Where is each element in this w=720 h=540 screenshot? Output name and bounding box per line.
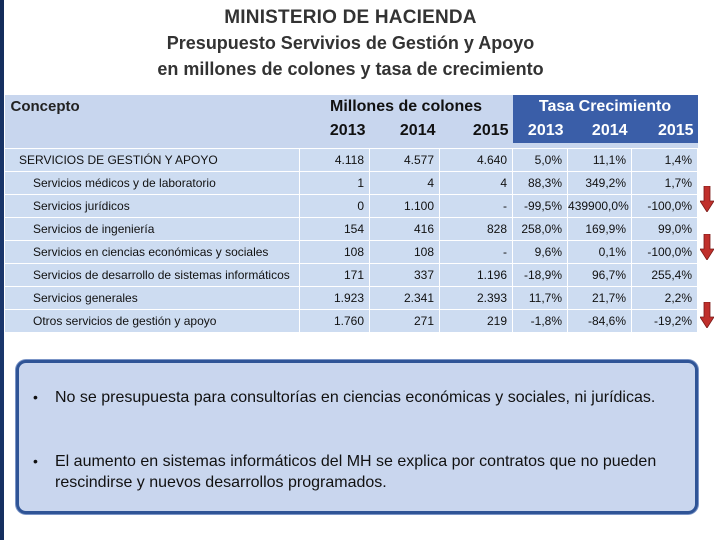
notes-box <box>16 360 698 514</box>
bullet-icon: • <box>33 389 38 405</box>
note-item <box>33 451 673 493</box>
table-row <box>5 310 698 333</box>
cell-millones: 4.118 <box>300 149 370 172</box>
cell-tasa: 11,1% <box>568 149 632 172</box>
header-year: 2014 <box>370 119 440 143</box>
table-row <box>5 241 698 264</box>
cell-tasa: -100,0% <box>632 241 698 264</box>
header-millones-de-colones: Millones de colones <box>300 95 513 119</box>
cell-tasa: 88,3% <box>513 172 568 195</box>
row-label: Servicios en ciencias económicas y sociales <box>5 241 300 264</box>
cell-tasa: -1,8% <box>513 310 568 333</box>
cell-millones: 1.196 <box>440 264 513 287</box>
row-label: Servicios de desarrollo de sistemas informáticos <box>5 264 300 287</box>
cell-tasa: 0,1% <box>568 241 632 264</box>
table-row <box>5 195 698 218</box>
down-arrow-icon <box>700 302 714 328</box>
cell-tasa: 255,4% <box>632 264 698 287</box>
row-label: Servicios de ingeniería <box>5 218 300 241</box>
cell-millones: - <box>440 241 513 264</box>
table-body <box>5 149 698 333</box>
note-text: No se presupuesta para consultorías en ciencias económicas y sociales, ni jurídicas. <box>55 389 656 406</box>
cell-millones: 1 <box>300 172 370 195</box>
cell-millones: 154 <box>300 218 370 241</box>
note-item <box>33 387 673 408</box>
header-year: 2015 <box>632 119 698 143</box>
cell-millones: - <box>440 195 513 218</box>
cell-tasa: 258,0% <box>513 218 568 241</box>
right-margin-strip <box>697 0 720 540</box>
cell-tasa: 169,9% <box>568 218 632 241</box>
cell-tasa: 1,4% <box>632 149 698 172</box>
cell-tasa: 439900,0% <box>568 195 632 218</box>
cell-millones: 0 <box>300 195 370 218</box>
table-row <box>5 287 698 310</box>
cell-tasa: -84,6% <box>568 310 632 333</box>
cell-millones: 2.393 <box>440 287 513 310</box>
header-year: 2015 <box>440 119 513 143</box>
cell-millones: 171 <box>300 264 370 287</box>
note-text: El aumento en sistemas informáticos del MH se explica por contratos que no pueden rescindirse y nuevos desarrollos programados. <box>55 453 657 491</box>
cell-tasa: 349,2% <box>568 172 632 195</box>
cell-millones: 271 <box>370 310 440 333</box>
table-row <box>5 264 698 287</box>
cell-tasa: -19,2% <box>632 310 698 333</box>
cell-millones: 828 <box>440 218 513 241</box>
header-year: 2014 <box>568 119 632 143</box>
cell-tasa: -100,0% <box>632 195 698 218</box>
title-line-1: MINISTERIO DE HACIENDA <box>224 7 477 28</box>
cell-millones: 219 <box>440 310 513 333</box>
table-row <box>5 172 698 195</box>
cell-millones: 337 <box>370 264 440 287</box>
cell-millones: 1.760 <box>300 310 370 333</box>
cell-millones: 4 <box>440 172 513 195</box>
cell-tasa: 9,6% <box>513 241 568 264</box>
cell-millones: 4.577 <box>370 149 440 172</box>
down-arrow-icon <box>700 186 714 212</box>
table-header-row-groups <box>5 95 698 119</box>
row-label: SERVICIOS DE GESTIÓN Y APOYO <box>5 149 300 172</box>
budget-table <box>4 95 698 333</box>
cell-tasa: 2,2% <box>632 287 698 310</box>
table-row <box>5 218 698 241</box>
down-arrow-icon <box>700 234 714 260</box>
cell-millones: 4 <box>370 172 440 195</box>
cell-tasa: 5,0% <box>513 149 568 172</box>
header-year: 2013 <box>300 119 370 143</box>
cell-millones: 1.923 <box>300 287 370 310</box>
row-label: Otros servicios de gestión y apoyo <box>5 310 300 333</box>
header-tasa-crecimiento: Tasa Crecimiento <box>513 95 698 119</box>
slide-title <box>4 6 697 82</box>
table-row-total <box>5 149 698 172</box>
title-line-2: Presupuesto Servivios de Gestión y Apoyo <box>166 33 535 53</box>
cell-millones: 4.640 <box>440 149 513 172</box>
cell-tasa: 1,7% <box>632 172 698 195</box>
cell-tasa: -99,5% <box>513 195 568 218</box>
cell-millones: 108 <box>370 241 440 264</box>
cell-tasa: -18,9% <box>513 264 568 287</box>
row-label: Servicios jurídicos <box>5 195 300 218</box>
cell-tasa: 96,7% <box>568 264 632 287</box>
cell-tasa: 21,7% <box>568 287 632 310</box>
cell-millones: 416 <box>370 218 440 241</box>
header-concepto: Concepto <box>5 95 300 143</box>
row-label: Servicios generales <box>5 287 300 310</box>
cell-millones: 2.341 <box>370 287 440 310</box>
cell-tasa: 99,0% <box>632 218 698 241</box>
row-label: Servicios médicos y de laboratorio <box>5 172 300 195</box>
title-line-3: en millones de colones y tasa de crecimiento <box>157 59 544 79</box>
header-year: 2013 <box>513 119 568 143</box>
cell-tasa: 11,7% <box>513 287 568 310</box>
cell-millones: 108 <box>300 241 370 264</box>
bullet-icon: • <box>33 453 38 469</box>
cell-millones: 1.100 <box>370 195 440 218</box>
